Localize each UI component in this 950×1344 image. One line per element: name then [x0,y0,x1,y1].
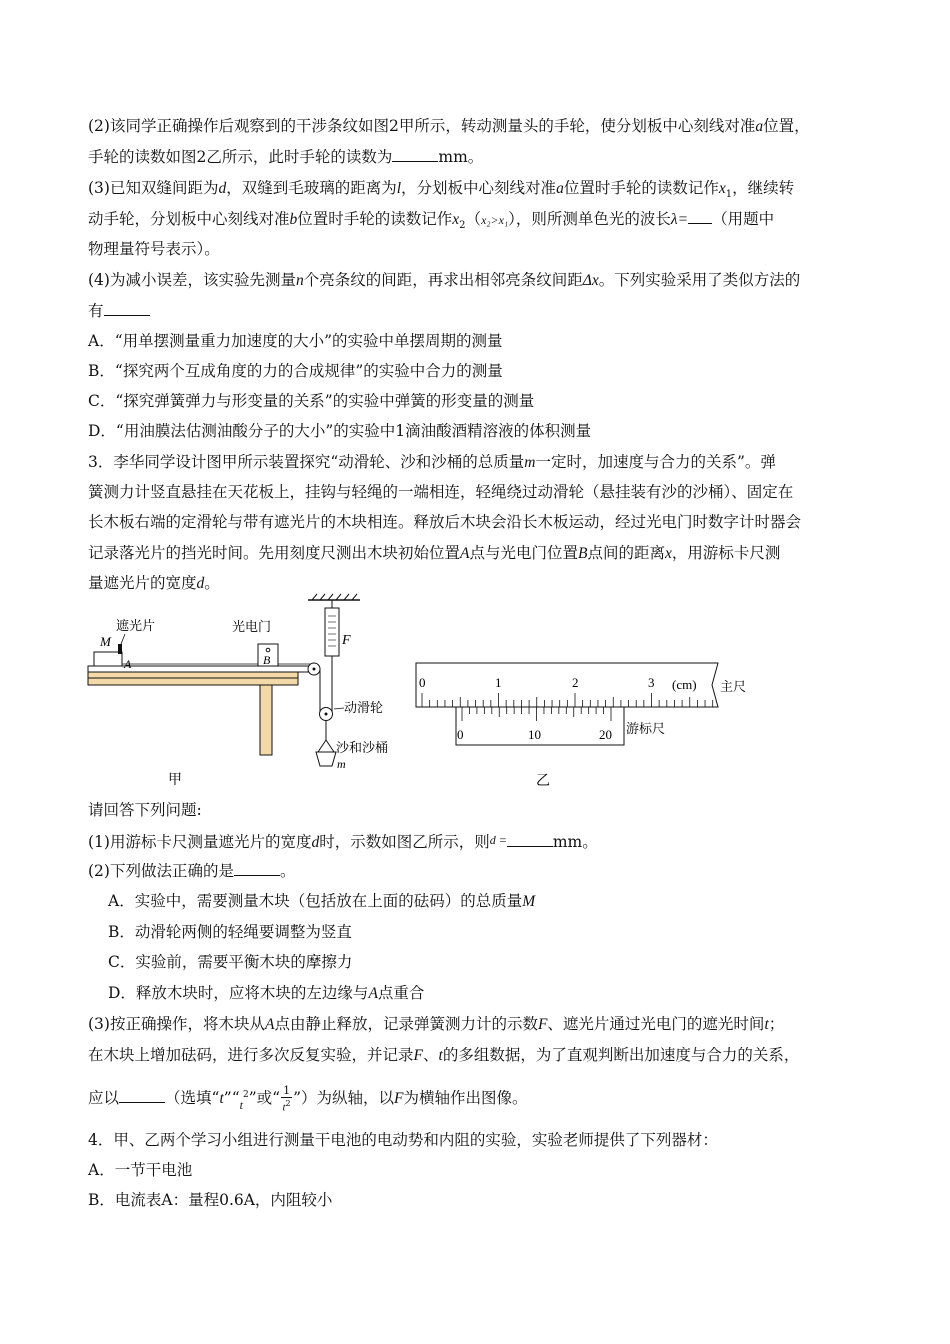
answer-blank[interactable] [688,209,712,224]
q4-option-a: A．一节干电池 [88,1161,193,1179]
label-main-scale: 主尺 [720,679,747,694]
main-tick-3: 3 [648,675,655,690]
label-M: M [100,634,111,649]
q3-option-d: D．释放木块时，应将木块的左边缘与A点重合 [108,984,425,1002]
q2-part3-line2: 动手轮，分划板中心刻线对准b位置时手轮的读数记作$x_2(x_2>x_1)$，则所测单色光的波长λ= （用题中 [88,210,775,232]
q2-part3-line1: (3)已知双缝间距为d，双缝到毛玻璃的距离为l，分划板中心刻线对准a位置时手轮的读数记作$x_1$，继续转 [88,179,795,201]
q3-line2: 簧测力计竖直悬挂在天花板上，挂钩与轻绳的一端相连，轻绳绕过动滑轮（悬挂装有沙的沙桶）、固定在 [88,483,794,501]
vernier-tick-20: 20 [599,727,612,742]
option-d: D．“用油膜法估测油酸分子的大小”的实验中1滴油酸酒精溶液的体积测量 [88,422,592,440]
answer-blank[interactable] [392,147,438,162]
vernier-tick-0: 0 [457,727,464,742]
figure-jia [80,592,420,792]
label-A: A [124,657,132,671]
q3-line3: 长木板右端的定滑轮与带有遮光片的木块相连。释放后木块会沿长木板运动，经过光电门时数字计时器会 [88,513,802,531]
answer-blank[interactable] [104,301,150,316]
option-a: A．“用单摆测量重力加速度的大小”的实验中单摆周期的测量 [88,332,503,350]
label-m: m [337,757,346,771]
q2-part4-line1: (4)为减小误差，该实验先测量n个亮条纹的间距，再求出相邻亮条纹间距Δx。下列实验采用了类似方法的 [88,271,801,289]
answer-blank[interactable] [119,1088,165,1103]
vernier-tick-10: 10 [528,727,541,742]
main-unit: (cm) [672,677,697,692]
label-shatong: 沙和沙桶 [336,740,389,755]
answer-blank[interactable] [234,861,280,876]
q3-p3-line3: 应以 （选填“$t”“_t^2$”或“ $\frac{1}{t^2}$ ”）为纵轴，以F为横轴作出图像。 [88,1083,528,1114]
caption-jia: 甲 [168,773,182,788]
answer-blank[interactable] [507,832,553,847]
q3-option-c: C．实验前，需要平衡木块的摩擦力 [108,953,353,971]
q3-p3-line2: 在木块上增加砝码，进行多次反复实验，并记录F、t的多组数据，为了直观判断出加速度与合力的关系， [88,1046,800,1064]
fraction-one-over-t2: $\frac{1}{t^2}$ [282,1083,291,1114]
q3-line5: 量遮光片的宽度d。 [88,574,220,592]
label-donghualun: 动滑轮 [344,700,384,715]
main-tick-0: 0 [419,675,426,690]
option-c: C．“探究弹簧弹力与形变量的关系”的实验中弹簧的形变量的测量 [88,392,535,410]
option-b: B．“探究两个互成角度的力的合成规律”的实验中合力的测量 [88,362,503,380]
q3-intro: 请回答下列问题: [88,801,202,819]
q2-part2-line2: 手轮的读数如图2乙所示，此时手轮的读数为 mm。 [88,148,484,166]
label-F: F [342,633,351,648]
q2-part4-line2: 有 [88,301,878,321]
q2-part2-line1: (2)该同学正确操作后观察到的干涉条纹如图2甲所示，转动测量头的手轮，使分划板中心刻线对准a位置， [88,117,810,135]
q4-option-b: B．电流表A：量程0.6A，内阻较小 [88,1191,333,1209]
label-B: B [263,653,271,667]
q3-line1: 3．李华同学设计图甲所示装置探究“动滑轮、沙和沙桶的总质量m一定时，加速度与合力的关系”。弹 [88,453,776,471]
label-vernier: 游标尺 [626,721,666,736]
q3-p1: (1)用游标卡尺测量遮光片的宽度d时，示数如图乙所示，则d = mm。 [88,833,598,851]
caption-yi: 乙 [536,774,550,789]
q3-line4: 记录落光片的挡光时间。先用刻度尺测出木块初始位置A点与光电门位置B点间的距离x，用游标卡尺测 [88,544,781,562]
figure-yi [408,655,768,791]
main-tick-2: 2 [572,675,579,690]
label-guangdianmen: 光电门 [232,619,272,634]
main-tick-1: 1 [495,675,502,690]
q3-option-b: B．动滑轮两侧的轻绳要调整为竖直 [108,923,352,941]
q3-option-a: A．实验中，需要测量木块（包括放在上面的砝码）的总质量M [108,892,536,910]
q4-line1: 4．甲、乙两个学习小组进行测量干电池的电动势和内阻的实验，实验老师提供了下列器材： [88,1131,718,1149]
q2-part3-line3: 物理量符号表示）。 [88,240,220,258]
label-zheguangpian: 遮光片 [116,618,156,633]
q3-p2: (2)下列做法正确的是 。 [88,862,296,880]
q3-p3-line1: (3)按正确操作，将木块从A点由静止释放，记录弹簧测力计的示数F、遮光片通过光电门的遮光时间t； [88,1015,785,1033]
